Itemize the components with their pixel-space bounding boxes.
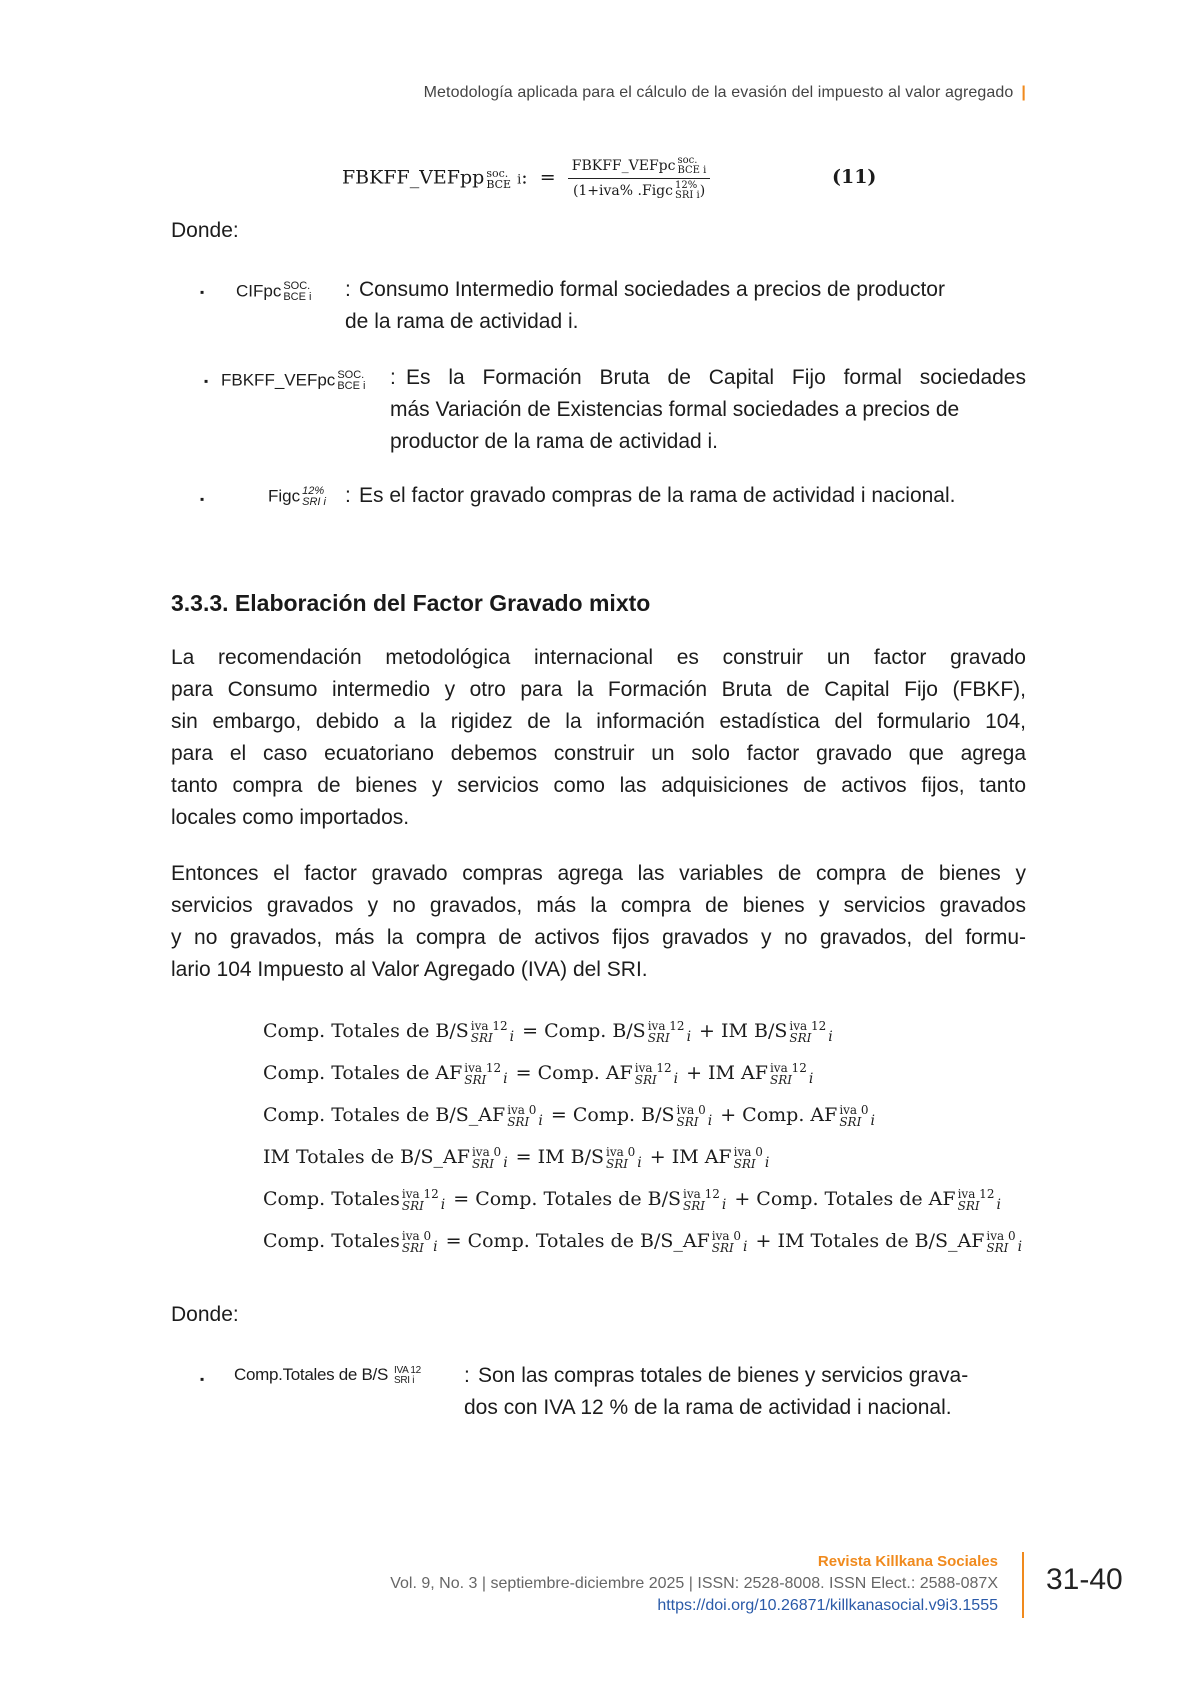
equation-term-index: i [503,1155,508,1171]
equation-term-scripts: iva 12 SRI [470,1019,508,1045]
equation-term-base: = Comp. B/S [550,1104,675,1126]
footer-volume-info: Vol. 9, No. 3 | septiembre-diciembre 2025 | ISSN: 2528-8008. ISSN Elect.: 2588-087X [390,1575,998,1592]
equation-term-base: Comp. Totales de AF [263,1062,463,1084]
equation-term [515,1145,642,1171]
eq11-denominator: (1+iva% .Figc 12% SRI i) [572,180,706,201]
equation-line [263,1094,1022,1136]
equation-term-index: i [721,1197,727,1213]
equation-term-base: Comp. Totales [263,1188,400,1210]
equation-line [263,1010,1022,1052]
equation-number: (11) [832,166,877,188]
equation-term-scripts: iva 12 SRI [634,1061,672,1087]
equation-term-scripts: iva 0 SRI [606,1145,636,1171]
equation-term [734,1187,1001,1213]
equation-term [550,1103,713,1129]
equation-term [263,1145,508,1171]
equation-term-scripts: iva 12 SRI [769,1061,807,1087]
p2-line: lario 104 Impuesto al Valor Agregado (IVA) del SRI. [171,958,648,981]
equation-line [263,1178,1022,1220]
equation-term-base: + IM AF [686,1062,768,1084]
def2-lead: : [390,366,396,389]
equation-term [263,1019,515,1045]
equation-11 [342,156,710,201]
p1-line: para el caso ecuatoriano debemos construir un solo factor gravado que agrega [171,742,1026,765]
equation-term [699,1019,833,1045]
equation-term-base: = Comp. Totales de B/S [453,1188,681,1210]
running-title: Metodología aplicada para el cálculo de la evasión del impuesto al valor agregado [423,84,1014,101]
footer-journal-name: Revista Killkana Sociales [817,1553,998,1570]
p2-line: y no gravados, más la compra de activos fijos gravados y no gravados, del formu- [171,926,1026,949]
equation-term-index: i [870,1113,876,1129]
def4-lead: : [464,1364,470,1387]
p1-line: sin embargo, debido a la rigidez de la información estadística del formulario 104, [171,710,1026,733]
equation-term-scripts: iva 0 SRI [401,1229,432,1255]
equation-block [263,1010,1022,1262]
equation-term-scripts: iva 0 SRI [471,1145,502,1171]
def1-text-line-1: Consumo Intermedio formal sociedades a precios de productor [359,278,945,301]
page-number: 31-40 [1046,1563,1123,1596]
equation-term-index: i [828,1029,833,1045]
equation-term [263,1187,446,1213]
equation-term-scripts: iva 0 SRI [733,1145,763,1171]
equation-term-base: + IM Totales de B/S_AF [755,1230,985,1252]
equation-term [755,1229,1023,1255]
equation-term-base: Comp. Totales de B/S [263,1020,469,1042]
equation-term-index: i [503,1071,508,1087]
equation-term-scripts: iva 12 SRI [957,1187,995,1213]
equation-term-scripts: iva 12 SRI [789,1019,827,1045]
equation-term [720,1103,876,1129]
equation-term [263,1229,438,1255]
equation-term-scripts: iva 0 SRI [676,1103,706,1129]
p1-line: La recomendación metodológica internacional es construir un factor gravado [171,646,1026,669]
equation-term [649,1145,770,1171]
footer-doi-link[interactable]: https://doi.org/10.26871/killkanasocial.v9i3.1555 [657,1597,998,1614]
running-head [424,84,1026,102]
p1-line: para Consumo intermedio y otro para la Formación Bruta de Capital Fijo (FBKF), [171,678,1026,701]
p1-line: tanto compra de bienes y servicios como las adquisiciones de activos fijos, tanto [171,774,1026,797]
bullet-2: ▪ [204,374,209,388]
equation-term-index: i [538,1113,543,1129]
equation-term-base: + IM AF [649,1146,732,1168]
equation-term-base: + Comp. Totales de AF [734,1188,956,1210]
bullet-3: ▪ [200,492,205,506]
equation-term-base: IM Totales de B/S_AF [263,1146,470,1168]
def1-symbol: CIFpc SOC. BCE i [236,280,312,303]
equation-term-index: i [707,1113,713,1129]
equation-line [263,1052,1022,1094]
p1-line: locales como importados. [171,806,410,829]
bullet-4: ▪ [200,1372,205,1386]
equation-term-base: Comp. Totales de B/S_AF [263,1104,506,1126]
equation-term-base: = Comp. AF [515,1062,633,1084]
equation-term-index: i [764,1155,770,1171]
donde-label-1: Donde: [171,219,239,242]
paragraph-2 [171,858,1026,986]
p2-line: servicios gravados y no gravados, más la compra de bienes y servicios gravados [171,894,1026,917]
bullet-1: ▪ [200,285,205,299]
equation-term-scripts: iva 12 SRI [401,1187,439,1213]
equation-term [522,1019,692,1045]
equation-term-scripts: iva 0 SRI [986,1229,1016,1255]
equation-term-index: i [686,1029,692,1045]
section-heading: 3.3.3. Elaboración del Factor Gravado mixto [171,590,651,616]
p2-line: Entonces el factor gravado compras agrega las variables de compra de bienes y [171,862,1026,885]
equation-term-scripts: iva 0 SRI [711,1229,741,1255]
equation-line [263,1136,1022,1178]
equation-line [263,1220,1022,1262]
donde-label-2: Donde: [171,1303,239,1326]
def2-text-line-2: más Variación de Existencias formal sociedades a precios de [390,398,960,421]
eq11-lhs-index: i [517,172,522,188]
def4-text-line-1: Son las compras totales de bienes y servicios grava- [478,1364,969,1387]
def2-text-line-1: Es la Formación Bruta de Capital Fijo formal sociedades [406,366,1026,389]
def2-symbol: FBKFF_VEFpc SOC. BCE i [221,369,366,392]
equation-term-base: Comp. Totales [263,1230,400,1252]
equation-term-base: + IM B/S [699,1020,788,1042]
eq11-fraction [568,156,711,201]
equation-term-index: i [996,1197,1001,1213]
def3-lead: : [345,484,351,507]
equation-term-index: i [673,1071,679,1087]
def2-text-line-3: productor de la rama de actividad i. [390,430,719,453]
equation-term-index: i [433,1239,438,1255]
eq11-numerator: FBKFF_VEFpc soc. BCE i [568,156,711,179]
equation-term-scripts: iva 12 SRI [647,1019,685,1045]
equation-term-scripts: iva 12 SRI [464,1061,502,1087]
paragraph-1 [171,642,1026,834]
equation-term-scripts: iva 0 SRI [839,1103,869,1129]
def1-lead: : [345,278,351,301]
def4-text-line-2: dos con IVA 12 % de la rama de actividad i nacional. [464,1396,952,1419]
equation-term-index: i [509,1029,515,1045]
equation-term-scripts: iva 12 SRI [682,1187,720,1213]
equation-term-index: i [637,1155,642,1171]
equation-term-base: = Comp. B/S [522,1020,646,1042]
equation-term [445,1229,748,1255]
eq11-lhs-scripts: soc. BCE [486,166,512,191]
equation-term [515,1061,679,1087]
equation-term-base: = IM B/S [515,1146,605,1168]
footer-divider [1022,1552,1024,1618]
equation-term [453,1187,727,1213]
def3-symbol: Figc 12% SRI i [268,485,326,508]
def4-symbol: Comp.Totales de B/S IVA 12 SRI i [234,1364,421,1386]
equation-term [263,1103,543,1129]
equation-term-base: + Comp. AF [720,1104,838,1126]
equation-term-index: i [743,1239,748,1255]
def1-text-line-2: de la rama de actividad i. [345,310,579,333]
equation-term [263,1061,508,1087]
equation-term-base: = Comp. Totales de B/S_AF [445,1230,710,1252]
def3-text-line-1: Es el factor gravado compras de la rama de actividad i nacional. [359,484,956,507]
eq11-lhs: FBKFF_VEFpp [342,166,485,189]
equation-term-index: i [808,1071,814,1087]
equation-term-index: i [440,1197,446,1213]
equation-term-scripts: iva 0 SRI [507,1103,537,1129]
eq11-equals: = [539,166,556,189]
equation-term [686,1061,814,1087]
equation-term-index: i [1017,1239,1023,1255]
eq11-colon: : [521,166,528,189]
running-head-separator: | [1021,84,1026,101]
